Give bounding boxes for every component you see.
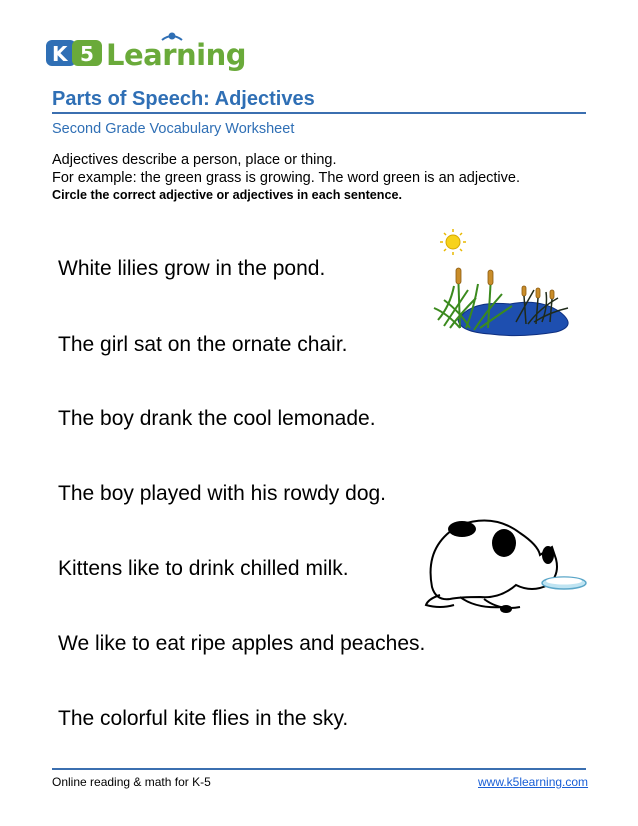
intro-text <box>52 151 520 187</box>
footer-website-link[interactable]: www.k5learning.com <box>478 775 589 789</box>
sentence-6: We like to eat ripe apples and peaches. <box>58 632 426 655</box>
instruction-text: Circle the correct adjective or adjectives in each sentence. <box>52 188 402 202</box>
intro-line-2: For example: the green grass is growing. The word green is an adjective. <box>52 170 521 186</box>
sentence-4: The boy played with his rowdy dog. <box>58 482 387 505</box>
sentence-2: The girl sat on the ornate chair. <box>58 333 348 356</box>
sentence-7: The colorful kite flies in the sky. <box>58 707 349 730</box>
svg-text:K: K <box>52 42 68 66</box>
cat-drinking-milk-illustration <box>420 515 590 615</box>
logo-word: Learning <box>106 38 247 72</box>
intro-line-1: Adjectives describe a person, place or thing. <box>52 152 337 168</box>
worksheet-subtitle: Second Grade Vocabulary Worksheet <box>52 121 295 137</box>
k5-learning-logo <box>44 28 247 74</box>
footer-tagline: Online reading & math for K-5 <box>52 775 211 789</box>
sentence-3: The boy drank the cool lemonade. <box>58 407 376 430</box>
sentence-5: Kittens like to drink chilled milk. <box>58 557 349 580</box>
sun-icon <box>440 229 466 255</box>
sentence-1: White lilies grow in the pond. <box>58 257 326 280</box>
header-divider <box>52 112 586 114</box>
svg-text:5: 5 <box>80 42 94 66</box>
worksheet-title: Parts of Speech: Adjectives <box>52 88 315 110</box>
footer-divider <box>52 768 586 770</box>
pond-illustration <box>430 228 580 340</box>
